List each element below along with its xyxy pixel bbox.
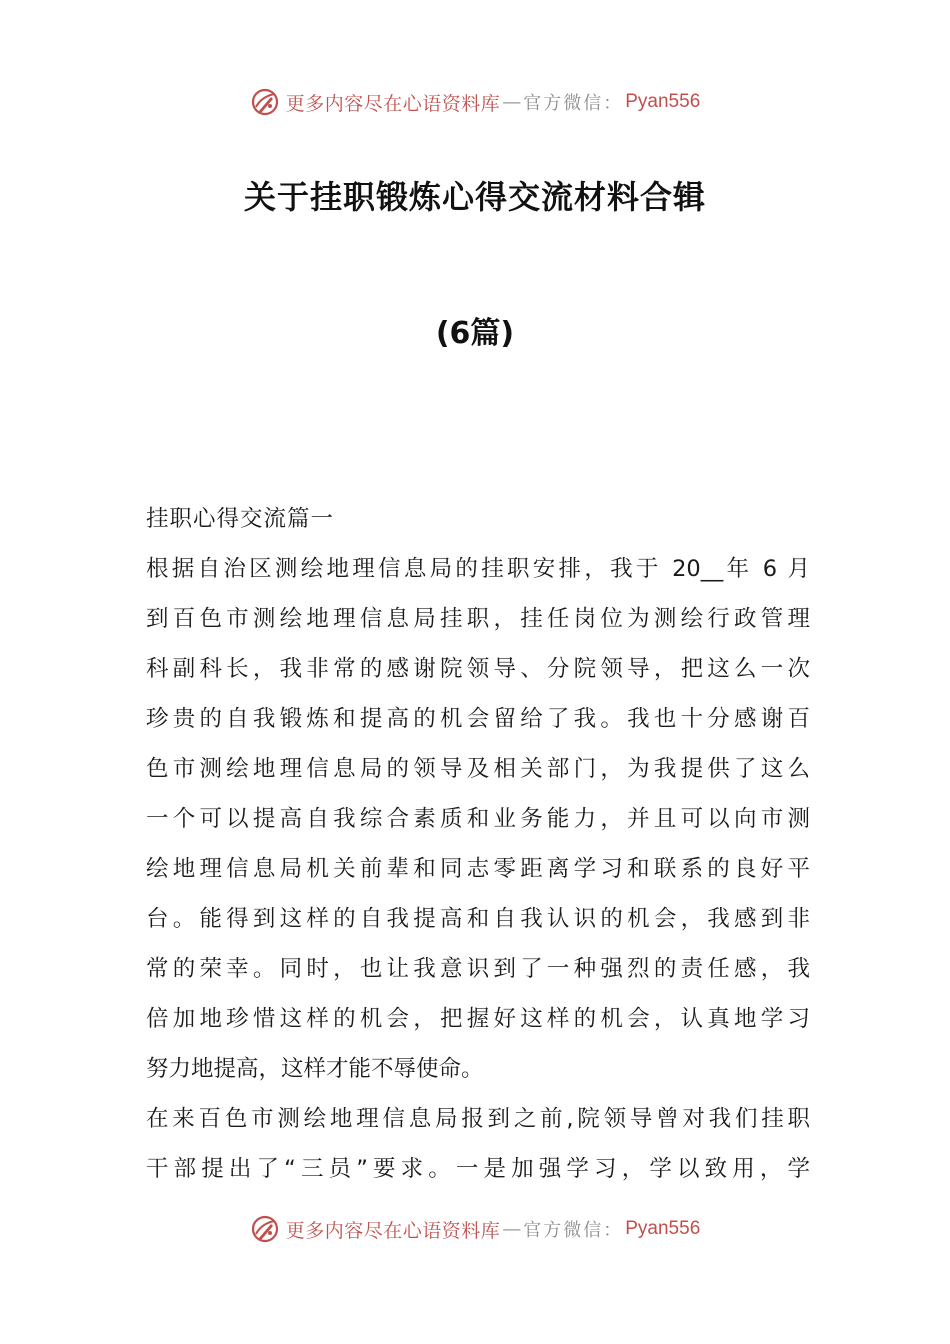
wechat-id: Pyan556 <box>625 1218 701 1239</box>
paragraph-line: 干部提出了“三员”要求。一是加强学习，学以致用，学 <box>146 1156 810 1182</box>
document-subtitle: (6篇) <box>435 316 515 351</box>
footer-banner <box>0 1211 950 1247</box>
paragraph-line: 绘地理信息局机关前辈和同志零距离学习和联系的良好平 <box>146 856 810 882</box>
official-wechat-label: 官方微信： <box>523 93 624 114</box>
paragraph-line: 常的荣幸。同时，也让我意识到了一种强烈的责任感，我 <box>146 956 810 982</box>
promo-text: 更多内容尽在心语资料库 <box>285 92 501 115</box>
wechat-id: Pyan556 <box>625 91 701 112</box>
document-body <box>146 494 810 1194</box>
paragraph-line: 科副科长，我非常的感谢院领导、分院领导，把这么一次 <box>146 656 810 682</box>
separator-dash: — <box>502 1218 522 1240</box>
paragraph-line: 一个可以提高自我综合素质和业务能力，并且可以向市测 <box>146 806 810 832</box>
official-wechat-label: 官方微信： <box>523 1220 624 1241</box>
separator-dash: — <box>502 91 522 113</box>
paragraph-line: 倍加地珍惜这样的机会，把握好这样的机会，认真地学习 <box>146 1006 810 1032</box>
paragraph-line: 在来百色市测绘地理信息局报到之前,院领导曾对我们挂职 <box>146 1106 810 1132</box>
paragraph-line: 珍贵的自我锻炼和提高的机会留给了我。我也十分感谢百 <box>146 706 810 732</box>
document-title: 关于挂职锻炼心得交流材料合辑 <box>243 178 706 216</box>
paragraph-line: 台。能得到这样的自我提高和自我认识的机会，我感到非 <box>146 906 810 932</box>
section-heading: 挂职心得交流篇一 <box>146 506 335 532</box>
pen-swirl-logo-icon <box>250 87 280 117</box>
header-banner <box>0 84 950 120</box>
paragraph-line: 努力地提高，这样才能不辱使命。 <box>146 1056 484 1082</box>
paragraph-line: 色市测绘地理信息局的领导及相关部门，为我提供了这么 <box>146 756 810 782</box>
pen-swirl-logo-icon <box>250 1214 280 1244</box>
promo-text: 更多内容尽在心语资料库 <box>285 1219 501 1242</box>
paragraph-line: 根据自治区测绘地理信息局的挂职安排，我于 20__年 6 月 <box>146 556 810 582</box>
paragraph-line: 到百色市测绘地理信息局挂职，挂任岗位为测绘行政管理 <box>146 606 810 632</box>
